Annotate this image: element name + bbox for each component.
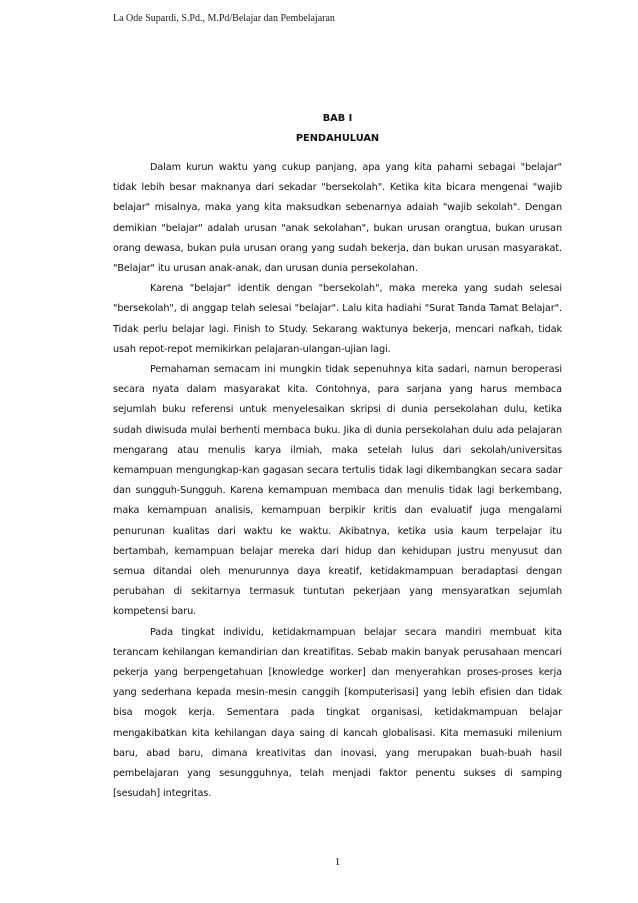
page-number: 1	[334, 856, 341, 868]
chapter-title: PENDAHULUAN	[295, 133, 380, 144]
paragraph: Karena "belajar" identik dengan "bersekolah", maka mereka yang sudah selesai "bersekolah", di anggap telah selesai "belajar". Lalu kita hadiahi "Surat Tanda Tamat Belajar". Tidak perlu belajar lagi. Finish to Study. Sekarang waktunya bekerja, mencari nafkah, tidak usah repot-repot memikirkan pelajaran-ulangan-ujian lagi.	[113, 283, 562, 355]
running-header: La Ode Supardi, S.Pd., M.Pd/Belajar dan Pembelajaran	[113, 13, 335, 24]
paragraph: Pada tingkat individu, ketidakmampuan belajar secara mandiri membuat kita terancam kehilangan kemandirian dan kreatifitas. Sebab makin banyak perusahaan mencari pekerja yang berpengetahuan [knowledge worker] dan menyerahkan proses-proses kerja yang sederhana kepada mesin-mesin canggih [komputerisasi] yang lebih efisien dan tidak bisa mogok kerja. Sementara pada tingkat organisasi, ketidakmampuan belajar mengakibatkan kita kehilangan daya saing di kancah globalisasi. Kita memasuki milenium baru, abad baru, dimana kreativitas dan inovasi, yang merupakan buah-buah hasil pembelajaran yang sesungguhnya, telah menjadi faktor penentu sukses di samping [sesudah] integritas.	[113, 626, 562, 800]
chapter-heading	[113, 109, 562, 149]
body-text	[113, 158, 562, 805]
chapter-number: BAB I	[322, 113, 353, 124]
paragraph: Pemahaman semacam ini mungkin tidak sepenuhnya kita sadari, namun beroperasi secara nyata dalam masyarakat kita. Contohnya, para sarjana yang harus membaca sejumlah buku referensi untuk menyelesaikan skripsi di dunia persekolahan dulu, ketika sudah diwisuda mulai berhenti membaca buku. Jika di dunia persekolahan dulu ada pelajaran mengarang atau menulis karya ilmiah, maka setelah lulus dari sekolah/universitas kemampuan mengungkap-kan gagasan secara tertulis tidak lagi dikembangkan secara sadar dan sungguh-Sungguh. Karena kemampuan membaca dan menulis tidak lagi berkembang, maka kemampuan analisis, kemampuan berpikir kritis dan evaluatif juga mengalami penurunan kualitas dari waktu ke waktu. Akibatnya, ketika usia kaum terpelajar itu bertambah, kemampuan belajar mereka dari hidup dan kehidupan justru menyusut dan semua ditandai oleh menurunnya daya kreatif, ketidakmampuan beradaptasi dengan perubahan di sekitarnya termasuk tuntutan pekerjaan yang mensyaratkan sejumlah kompetensi baru.	[113, 364, 562, 618]
paragraph: Dalam kurun waktu yang cukup panjang, apa yang kita pahami sebagai "belajar" tidak lebih besar maknanya dari sekadar "bersekolah". Ketika kita bicara mengenai "wajib belajar" misalnya, maka yang kita maksudkan sebenarnya adaiah "wajib sekolah". Dengan demikian "belajar" adalah urusan "anak sekolahan", bukan urusan orangtua, bukan urusan orang dewasa, bukan pula urusan orang yang sudah bekerja, dan bukan urusan masyarakat. "Belajar" itu urusan anak-anak, dan urusan dunia persekolahan.	[113, 162, 562, 275]
